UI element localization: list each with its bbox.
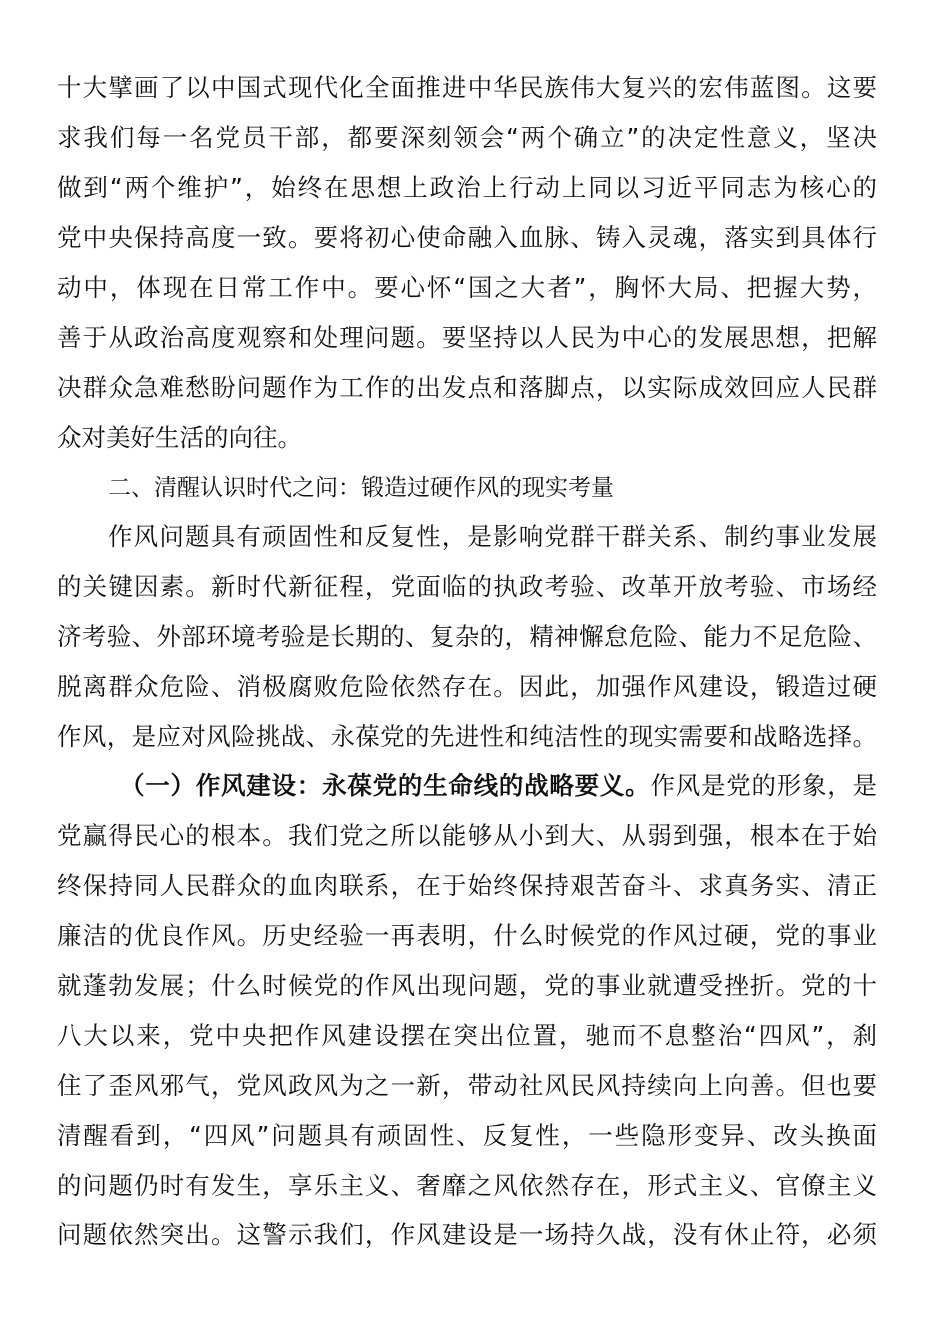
paragraph-1-line: 动中，体现在日常工作中。要心怀“国之大者”，胸怀大局、把握大势， — [57, 273, 877, 302]
paragraph-3-line: 问题依然突出。这警示我们，作风建设是一场持久战，没有休止符，必须 — [57, 1220, 877, 1249]
paragraph-3-line: 八大以来，党中央把作风建设摆在突出位置，驰而不息整治“四风”，刹 — [57, 1021, 877, 1050]
paragraph-1-line: 善于从政治高度观察和处理问题。要坚持以人民为中心的发展思想，把解 — [57, 323, 877, 352]
subheading-bold: （一）作风建设：永葆党的生命线的战略要义。 — [120, 771, 651, 800]
paragraph-1-line: 决群众急难愁盼问题作为工作的出发点和落脚点，以实际成效回应人民群 — [57, 373, 877, 402]
paragraph-1-line: 求我们每一名党员干部，都要深刻领会“两个确立”的决定性意义，坚决 — [57, 123, 877, 152]
paragraph-3-line: 党赢得民心的根本。我们党之所以能够从小到大、从弱到强，根本在于始 — [57, 821, 877, 850]
paragraph-1-line: 十大擘画了以中国式现代化全面推进中华民族伟大复兴的宏伟蓝图。这要 — [57, 73, 877, 102]
subheading-rest: 作风是党的形象，是 — [650, 771, 877, 800]
paragraph-3-line: 廉洁的优良作风。历史经验一再表明，什么时候党的作风过硬，党的事业 — [57, 921, 877, 950]
paragraph-2-line: 脱离群众危险、消极腐败危险依然存在。因此，加强作风建设，锻造过硬 — [57, 672, 877, 701]
paragraph-2-line: 济考验、外部环境考验是长期的、复杂的，精神懈怠危险、能力不足危险、 — [57, 622, 877, 651]
paragraph-3-line: 住了歪风邪气，党风政风为之一新，带动社风民风持续向上向善。但也要 — [57, 1071, 877, 1100]
paragraph-1-line: 做到“两个维护”，始终在思想上政治上行动上同以习近平同志为核心的 — [57, 173, 877, 202]
subheading-line — [120, 761, 877, 811]
paragraph-3-line: 清醒看到，“四风”问题具有顽固性、反复性，一些隐形变异、改头换面 — [57, 1121, 877, 1150]
paragraph-1-line: 众对美好生活的向往。 — [57, 423, 302, 452]
paragraph-2-line: 的关键因素。新时代新征程，党面临的执政考验、改革开放考验、市场经 — [57, 572, 877, 601]
section-heading: 二、清醒认识时代之问：锻造过硬作风的现实考量 — [108, 475, 614, 501]
paragraph-3-line: 的问题仍时有发生，享乐主义、奢靡之风依然存在，形式主义、官僚主义 — [57, 1171, 877, 1200]
paragraph-3-line: 终保持同人民群众的血肉联系，在于始终保持艰苦奋斗、求真务实、清正 — [57, 871, 877, 900]
paragraph-2-line: 作风问题具有顽固性和反复性，是影响党群干群关系、制约事业发展 — [108, 522, 877, 551]
paragraph-1-line: 党中央保持高度一致。要将初心使命融入血脉、铸入灵魂，落实到具体行 — [57, 223, 877, 252]
paragraph-3-line: 就蓬勃发展；什么时候党的作风出现问题，党的事业就遭受挫折。党的十 — [57, 971, 877, 1000]
paragraph-2-line: 作风，是应对风险挑战、永葆党的先进性和纯洁性的现实需要和战略选择。 — [57, 722, 877, 751]
